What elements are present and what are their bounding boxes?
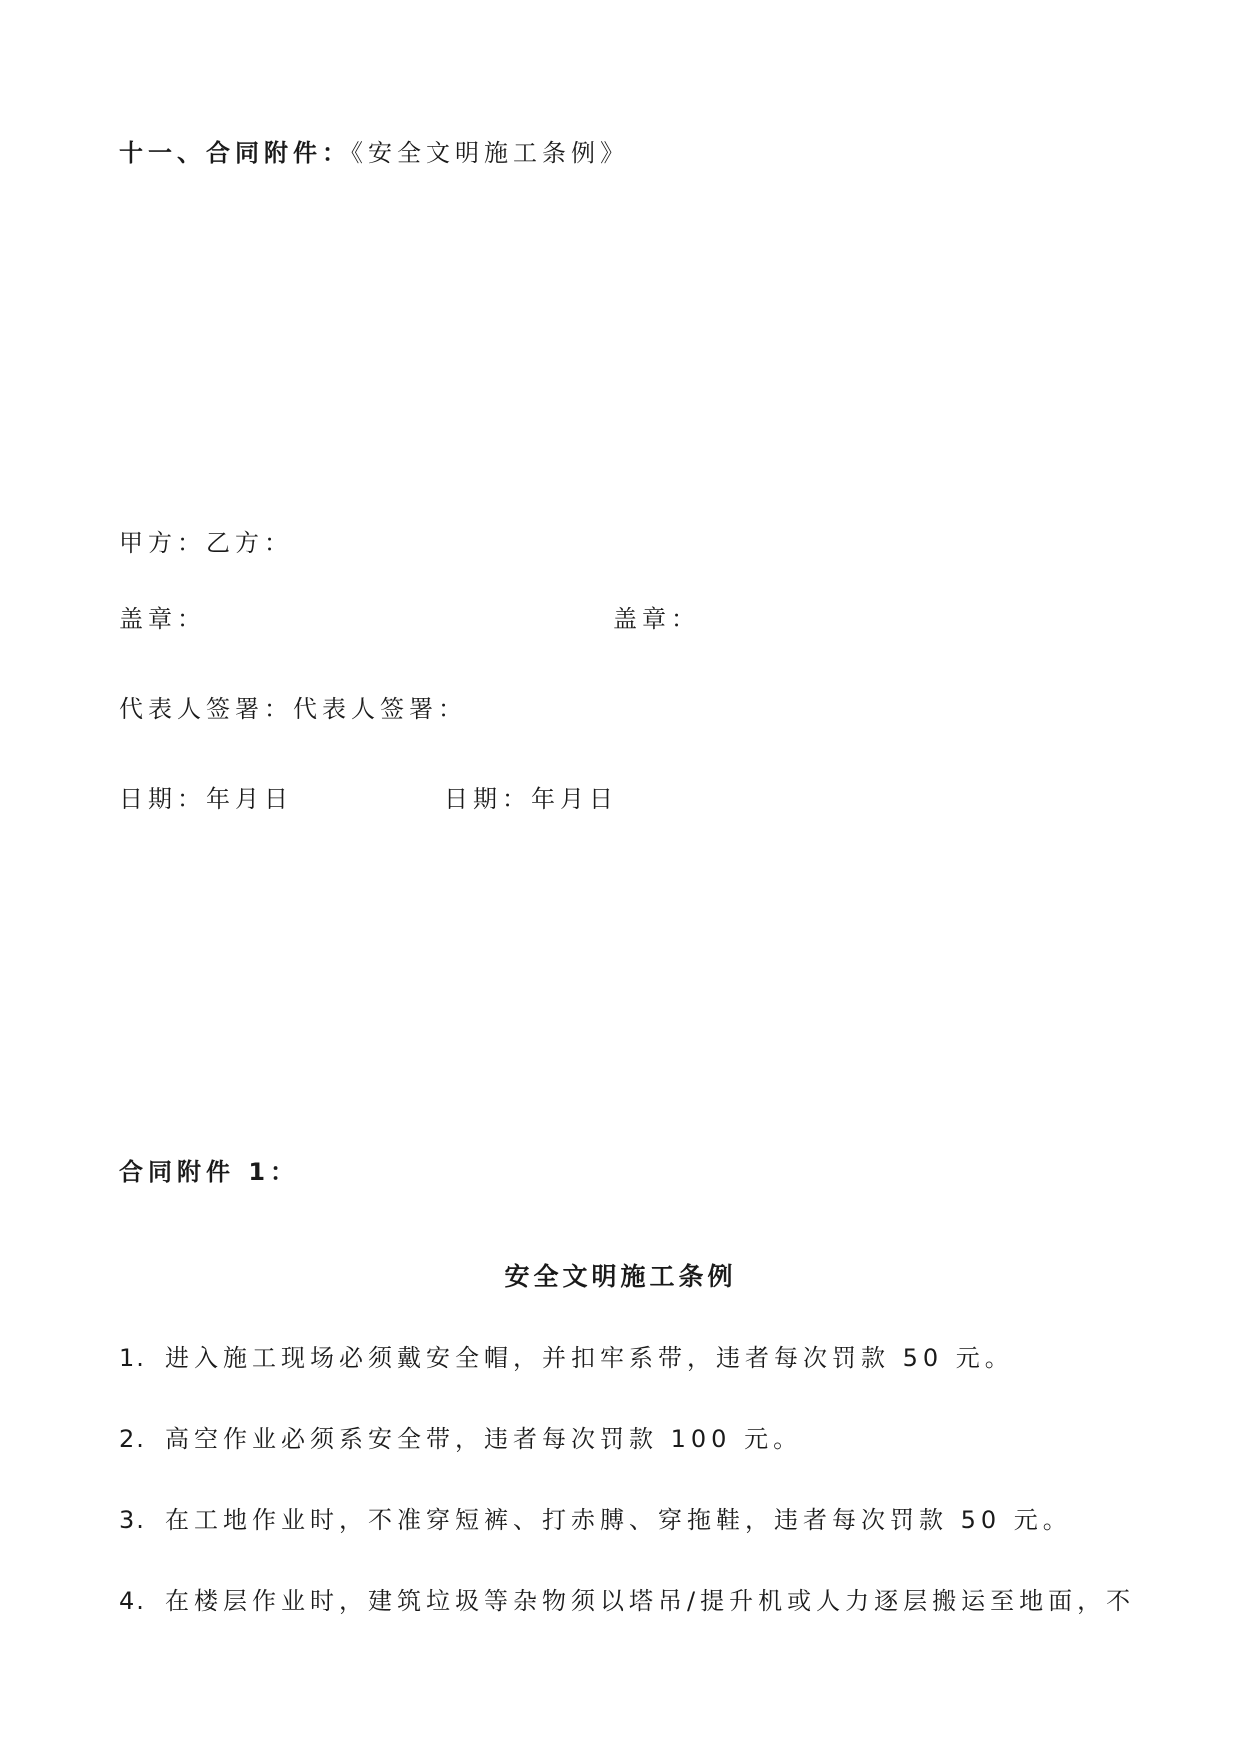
seal-left: 盖章： bbox=[119, 605, 206, 633]
item-number: 4. bbox=[119, 1587, 146, 1615]
seal-right: 盖章： bbox=[613, 605, 700, 633]
date-right: 日期：年月日 bbox=[444, 785, 618, 813]
annex-label: 合同附件 1： bbox=[119, 1158, 300, 1186]
item-text: 进入施工现场必须戴安全帽，并扣牢系带，违者每次罚款 50 元。 bbox=[165, 1344, 1014, 1372]
annex-title: 安全文明施工条例 bbox=[504, 1262, 737, 1291]
representative-line: 代表人签署：代表人签署： bbox=[119, 695, 467, 723]
item-number: 3. bbox=[119, 1506, 146, 1534]
annex-item bbox=[119, 1586, 1135, 1616]
parties-line: 甲方：乙方： bbox=[119, 529, 293, 557]
annex-item bbox=[119, 1424, 802, 1454]
item-text: 在工地作业时，不准穿短裤、打赤膊、穿拖鞋，违者每次罚款 50 元。 bbox=[165, 1506, 1072, 1534]
item-number: 2. bbox=[119, 1425, 146, 1453]
annex-item bbox=[119, 1505, 1072, 1535]
section-heading-doc-title: 《安全文明施工条例》 bbox=[351, 139, 629, 167]
section-heading-label: 十一、合同附件： bbox=[119, 139, 351, 167]
item-text: 在楼层作业时，建筑垃圾等杂物须以塔吊/提升机或人力逐层搬运至地面，不 bbox=[165, 1587, 1136, 1615]
item-text: 高空作业必须系安全带，违者每次罚款 100 元。 bbox=[165, 1425, 803, 1453]
date-left: 日期：年月日 bbox=[119, 785, 293, 813]
item-number: 1. bbox=[119, 1344, 146, 1372]
section-heading bbox=[119, 138, 629, 168]
annex-item bbox=[119, 1343, 1014, 1373]
